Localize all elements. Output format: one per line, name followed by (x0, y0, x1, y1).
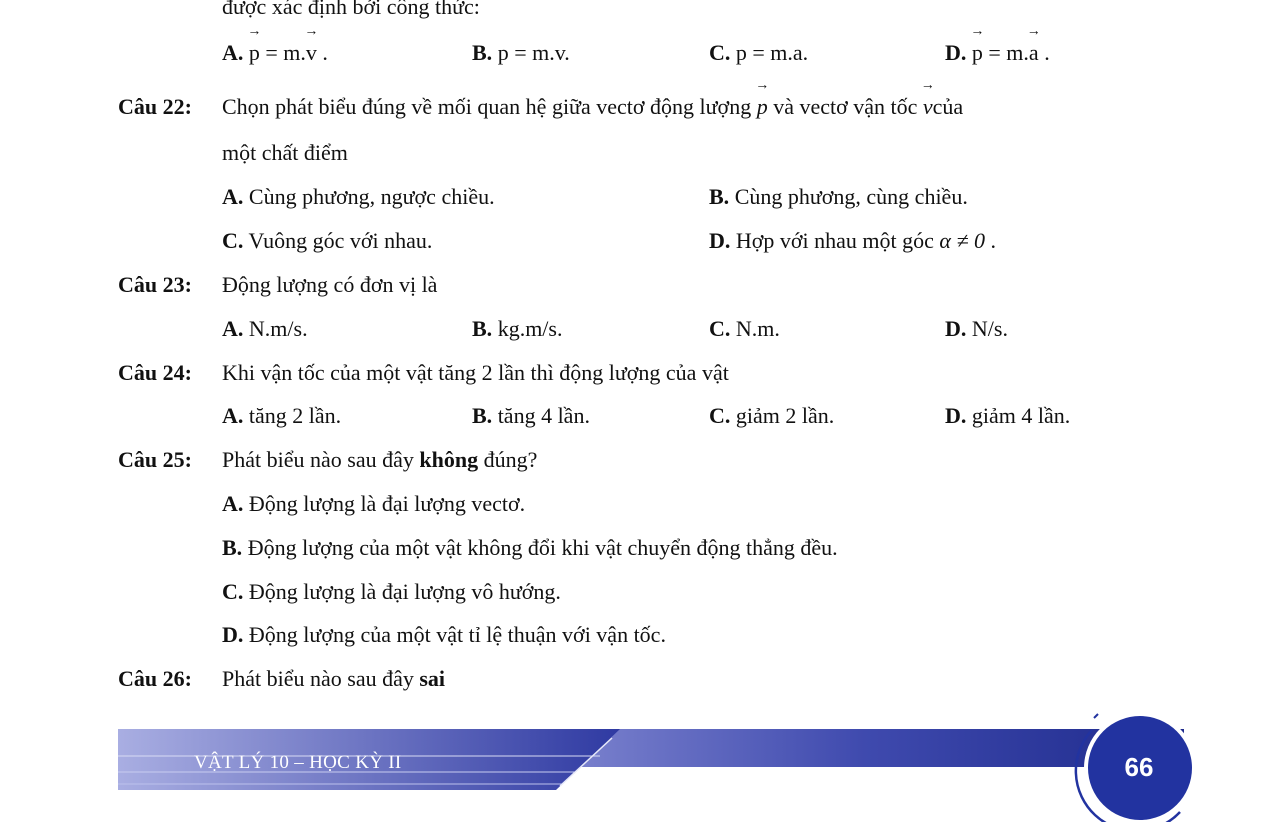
q22-option-c (222, 228, 432, 254)
q25-option-a (222, 491, 525, 517)
option-text: Vuông góc với nhau. (248, 228, 433, 253)
question-text-22-line2: một chất điểm (222, 140, 348, 165)
question-label-26: Câu 26: (118, 666, 192, 691)
option-letter: A. (222, 491, 244, 516)
question-text-23: Động lượng có đơn vị là (222, 272, 438, 297)
math-expression: α ≠ 0 (939, 228, 986, 253)
question-label-24: Câu 24: (118, 360, 192, 385)
formula-end: . (316, 40, 328, 65)
q23-option-d (945, 316, 1008, 342)
question-label-23: Câu 23: (118, 272, 192, 297)
option-letter: C. (709, 403, 731, 428)
option-text: p = m.a. (735, 40, 809, 65)
option-letter: D. (945, 403, 967, 428)
footer-title: VẬT LÝ 10 – HỌC KỲ II (194, 752, 402, 773)
option-text: tăng 4 lần. (497, 403, 590, 428)
q22-option-d (709, 228, 996, 254)
q25-option-d (222, 622, 666, 648)
question-text-part: Chọn phát biểu đúng về mối quan hệ giữa vectơ động lượng (222, 94, 757, 119)
option-end: . (985, 228, 997, 253)
q21-option-a (222, 40, 328, 66)
option-letter: A. (222, 184, 244, 209)
q24-option-b (472, 403, 590, 429)
option-letter: A. (222, 403, 244, 428)
q22-option-a (222, 184, 495, 210)
question-text-25 (222, 447, 537, 473)
q21-option-d (945, 40, 1050, 66)
option-letter: A. (222, 40, 244, 65)
option-letter: D. (945, 40, 967, 65)
page-number-tick (1094, 714, 1098, 718)
vector-v: → v (306, 40, 317, 66)
q23-option-c (709, 316, 780, 342)
question-text-part: của (932, 94, 964, 119)
emphasis-word: không (419, 447, 479, 472)
option-letter: B. (222, 535, 243, 560)
page-number: 66 (1124, 752, 1154, 782)
option-letter: B. (472, 316, 493, 341)
q23-option-b (472, 316, 562, 342)
question-text-26 (222, 666, 445, 692)
option-text: Động lượng của một vật không đổi khi vật chuyển động thẳng đều. (247, 535, 838, 560)
question-text-24: Khi vận tốc của một vật tăng 2 lần thì động lượng của vật (222, 360, 729, 385)
footer-band (0, 700, 1275, 822)
option-text: Cùng phương, ngược chiều. (248, 184, 495, 209)
formula-mid: = m. (982, 40, 1029, 65)
option-letter: D. (222, 622, 244, 647)
option-text: giảm 4 lần. (971, 403, 1071, 428)
option-text: p = m.v. (497, 40, 570, 65)
q25-option-c (222, 579, 561, 605)
q24-option-a (222, 403, 341, 429)
option-letter: D. (945, 316, 967, 341)
option-text: giảm 2 lần. (735, 403, 835, 428)
q25-option-b (222, 535, 838, 561)
option-text: Động lượng là đại lượng vô hướng. (248, 579, 561, 604)
q23-option-a (222, 316, 308, 342)
partial-question-text: được xác định bởi công thức: (222, 0, 480, 19)
question-label-25: Câu 25: (118, 447, 192, 472)
formula-end: . (1038, 40, 1050, 65)
option-text: N.m/s. (248, 316, 308, 341)
vector-a: → a (1029, 40, 1039, 66)
option-letter: C. (222, 579, 244, 604)
vector-p: → p (249, 40, 260, 66)
emphasis-word: sai (419, 666, 446, 691)
option-letter: C. (222, 228, 244, 253)
option-letter: B. (472, 40, 493, 65)
question-text-part: và vectơ vận tốc (767, 94, 923, 119)
q24-option-c (709, 403, 834, 429)
option-text: Động lượng của một vật tỉ lệ thuận với vận tốc. (248, 622, 666, 647)
question-text-part: Phát biểu nào sau đây (222, 447, 420, 472)
option-text: Cùng phương, cùng chiều. (734, 184, 968, 209)
question-text-part: Phát biểu nào sau đây (222, 666, 420, 691)
option-text: tăng 2 lần. (248, 403, 342, 428)
option-letter: B. (472, 403, 493, 428)
q22-option-b (709, 184, 968, 210)
option-letter: A. (222, 316, 244, 341)
q24-option-d (945, 403, 1070, 429)
question-label-22: Câu 22: (118, 94, 192, 119)
option-letter: D. (709, 228, 731, 253)
option-text: kg.m/s. (497, 316, 563, 341)
option-text: Động lượng là đại lượng vectơ. (248, 491, 526, 516)
vector-p-symbol: → p (757, 94, 768, 120)
question-text-part: đúng? (478, 447, 538, 472)
vector-v-symbol: → v (923, 94, 933, 120)
question-text-22 (222, 94, 963, 120)
option-text: N/s. (971, 316, 1008, 341)
vector-p: → p (972, 40, 983, 66)
option-letter: C. (709, 40, 731, 65)
formula-mid: = m. (259, 40, 306, 65)
option-letter: B. (709, 184, 730, 209)
option-letter: C. (709, 316, 731, 341)
option-text: N.m. (735, 316, 780, 341)
q21-option-c (709, 40, 808, 66)
q21-option-b (472, 40, 570, 66)
option-text: Hợp với nhau một góc (735, 228, 940, 253)
